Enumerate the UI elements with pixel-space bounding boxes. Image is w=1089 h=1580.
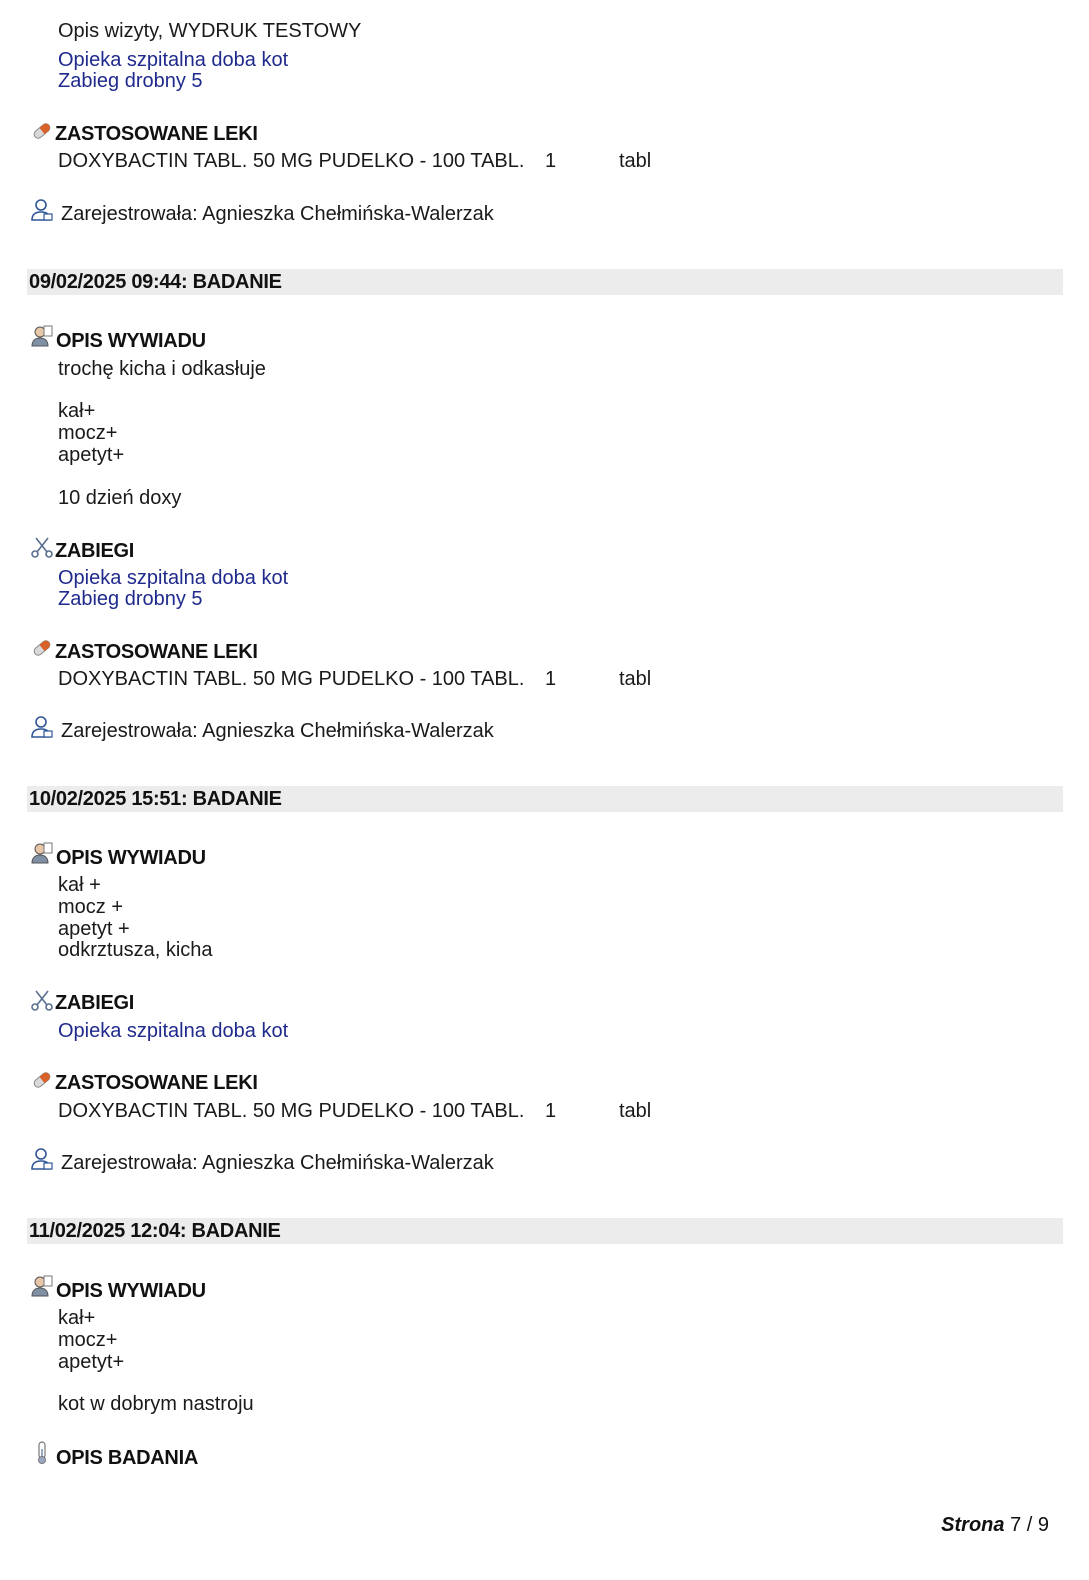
- interview-line: kał+: [58, 400, 96, 422]
- drug-unit: tabl: [619, 1100, 652, 1122]
- interview-line: mocz+: [58, 1329, 118, 1351]
- entry-header: 10/02/2025 15:51: BADANIE: [29, 788, 282, 810]
- drug-name: DOXYBACTIN TABL. 50 MG PUDELKO - 100 TABL.: [58, 150, 525, 172]
- entry-header-bar: [27, 1218, 1063, 1244]
- entry-header: 11/02/2025 12:04: BADANIE: [29, 1220, 281, 1242]
- interview-line: apetyt +: [58, 918, 130, 940]
- interview-line: trochę kicha i odkasłuje: [58, 358, 266, 380]
- drug-name: DOXYBACTIN TABL. 50 MG PUDELKO - 100 TABL.: [58, 668, 525, 690]
- interview-heading: OPIS WYWIADU: [56, 1280, 206, 1302]
- interview-line: odkrztusza, kicha: [58, 939, 213, 961]
- procedures-heading: ZABIEGI: [55, 992, 135, 1014]
- page-current: 7: [1010, 1514, 1022, 1536]
- registered-by: Zarejestrowała: Agnieszka Chełmińska-Walerzak: [61, 720, 494, 742]
- interview-line: 10 dzień doxy: [58, 487, 182, 509]
- drug-unit: tabl: [619, 150, 652, 172]
- procedure-item: Zabieg drobny 5: [58, 70, 203, 92]
- interview-line: apetyt+: [58, 1351, 125, 1373]
- visit-description: Opis wizyty, WYDRUK TESTOWY: [58, 20, 362, 42]
- registered-by: Zarejestrowała: Agnieszka Chełmińska-Walerzak: [61, 203, 494, 225]
- interview-line: mocz +: [58, 896, 124, 918]
- drug-qty: 1: [545, 668, 557, 690]
- procedure-item: Opieka szpitalna doba kot: [58, 1020, 289, 1042]
- pill-icon: [30, 1068, 54, 1092]
- interview-heading: OPIS WYWIADU: [56, 330, 206, 352]
- exam-heading: OPIS BADANIA: [56, 1447, 198, 1469]
- drugs-heading: ZASTOSOWANE LEKI: [55, 641, 258, 663]
- interview-heading: OPIS WYWIADU: [56, 847, 206, 869]
- entry-header: 09/02/2025 09:44: BADANIE: [29, 271, 282, 293]
- page-number: [941, 1514, 1049, 1537]
- interview-line: kot w dobrym nastroju: [58, 1393, 254, 1415]
- page-total: / 9: [1026, 1514, 1049, 1536]
- doctor-icon: [30, 324, 54, 348]
- drugs-heading: ZASTOSOWANE LEKI: [55, 1072, 258, 1094]
- interview-line: kał +: [58, 874, 101, 896]
- thermometer-icon: [30, 1441, 54, 1465]
- procedures-heading: ZABIEGI: [55, 540, 135, 562]
- page-label: Strona: [941, 1514, 1005, 1536]
- doctor-icon: [30, 1274, 54, 1298]
- drug-qty: 1: [545, 150, 557, 172]
- drug-unit: tabl: [619, 668, 652, 690]
- drugs-heading: ZASTOSOWANE LEKI: [55, 123, 258, 145]
- entry-header-bar: [27, 786, 1063, 812]
- doctor-icon: [30, 841, 54, 865]
- procedure-item: Opieka szpitalna doba kot: [58, 49, 289, 71]
- scissors-icon: [30, 535, 54, 559]
- drug-name: DOXYBACTIN TABL. 50 MG PUDELKO - 100 TABL.: [58, 1100, 525, 1122]
- procedure-item: Opieka szpitalna doba kot: [58, 567, 289, 589]
- pill-icon: [30, 119, 54, 143]
- interview-line: apetyt+: [58, 444, 125, 466]
- pill-icon: [30, 636, 54, 660]
- registered-by: Zarejestrowała: Agnieszka Chełmińska-Walerzak: [61, 1152, 494, 1174]
- drug-qty: 1: [545, 1100, 557, 1122]
- interview-line: kał+: [58, 1307, 96, 1329]
- user-icon: [30, 198, 54, 222]
- user-icon: [30, 715, 54, 739]
- procedure-item: Zabieg drobny 5: [58, 588, 203, 610]
- user-icon: [30, 1147, 54, 1171]
- scissors-icon: [30, 988, 54, 1012]
- entry-header-bar: [27, 269, 1063, 295]
- interview-line: mocz+: [58, 422, 118, 444]
